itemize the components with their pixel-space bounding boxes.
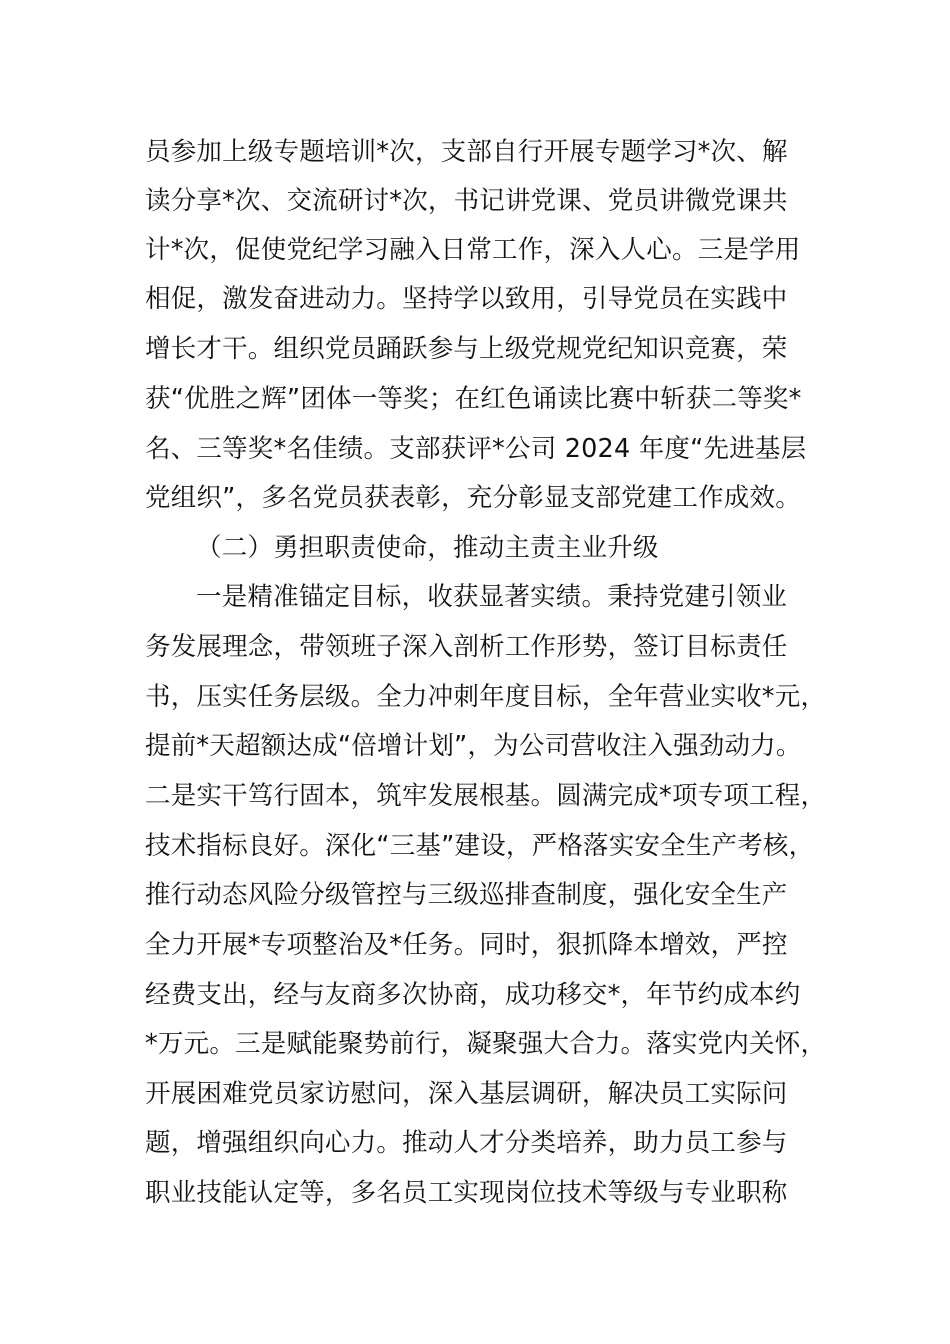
text-line: 二是实干笃行固本，筑牢发展根基。圆满完成*项专项工程， — [145, 781, 827, 811]
text-line: *万元。三是赋能聚势前行，凝聚强大合力。落实党内关怀， — [145, 1029, 827, 1059]
text-line: 开展困难党员家访慰问，深入基层调研，解决员工实际问 — [145, 1079, 788, 1109]
text-line: 推行动态风险分级管控与三级巡排查制度，强化安全生产 — [145, 880, 788, 910]
text-line: 提前*天超额达成“倍增计划”，为公司营收注入强劲动力。 — [145, 731, 802, 761]
text-line: 计*次，促使党纪学习融入日常工作，深入人心。三是学用 — [145, 235, 801, 265]
text-line: 员参加上级专题培训*次，支部自行开展专题学习*次、解 — [145, 137, 788, 167]
text-line: 书，压实任务层级。全力冲刺年度目标，全年营业实收*元， — [145, 682, 827, 712]
text-line: 题，增强组织向心力。推动人才分类培养，助力员工参与 — [145, 1128, 788, 1158]
text-line: 相促，激发奋进动力。坚持学以致用，引导党员在实践中 — [145, 284, 788, 314]
text-line: 获“优胜之辉”团体一等奖；在红色诵读比赛中斩获二等奖* — [145, 384, 802, 414]
text-line: 职业技能认定等，多名员工实现岗位技术等级与专业职称 — [145, 1178, 788, 1208]
text-line: 一是精准锚定目标，收获显著实绩。秉持党建引领业 — [196, 582, 788, 612]
text-line: 经费支出，经与友商多次协商，成功移交*，年节约成本约 — [145, 980, 801, 1010]
text-line: 党组织”，多名党员获表彰，充分彰显支部党建工作成效。 — [145, 483, 801, 513]
text-line: 技术指标良好。深化“三基”建设，严格落实安全生产考核， — [145, 831, 815, 861]
text-line: 全力开展*专项整治及*任务。同时，狠抓降本增效，严控 — [145, 930, 788, 960]
text-line: 增长才干。组织党员踊跃参与上级党规党纪知识竞赛，荣 — [145, 334, 788, 364]
section-heading: （二）勇担职责使命，推动主责主业升级 — [196, 533, 659, 563]
text-line: 名、三等奖*名佳绩。支部获评*公司 2024 年度“先进基层 — [145, 434, 807, 464]
text-line: 务发展理念，带领班子深入剖析工作形势，签订目标责任 — [145, 632, 788, 662]
text-line: 读分享*次、交流研讨*次，书记讲党课、党员讲微党课共 — [145, 186, 788, 216]
